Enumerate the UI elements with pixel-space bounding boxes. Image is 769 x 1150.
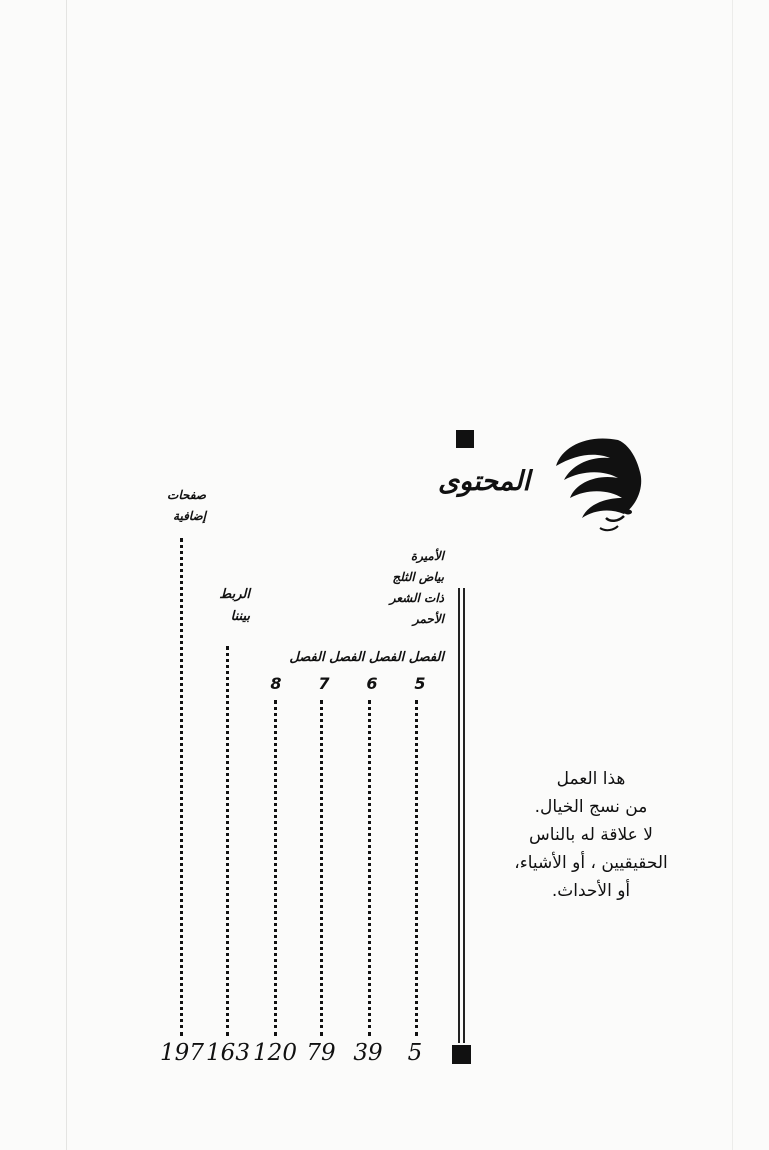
dotted-leader	[226, 646, 229, 1036]
first-story-line: ذات الشعر	[389, 591, 444, 605]
first-story-label	[350, 546, 444, 630]
hair-swirl-logo-icon	[548, 434, 648, 534]
link-label	[186, 584, 250, 628]
page-title: المحتوى	[438, 466, 530, 497]
chapter-number: 6	[366, 674, 378, 693]
first-story-line: بياض الثلج	[392, 570, 444, 584]
page-number: 79	[306, 1040, 336, 1066]
dotted-leader	[415, 700, 418, 1036]
chapter-number: 5	[414, 674, 426, 693]
disclaimer-line: من نسج الخيال.	[534, 797, 648, 817]
extra-pages-label	[136, 485, 206, 527]
disclaimer-line: هذا العمل	[556, 769, 626, 789]
first-story-line: الأميرة	[410, 549, 444, 563]
disclaimer-line: لا علاقة له بالناس	[529, 825, 653, 845]
page-number: 163	[206, 1040, 250, 1066]
link-label-line: بيننا	[230, 609, 250, 624]
page-number: 39	[353, 1040, 383, 1066]
dotted-leader	[368, 700, 371, 1036]
link-label-line: الربط	[219, 587, 250, 602]
disclaimer-text	[500, 765, 682, 905]
chapter-header: الفصل الفصل الفصل الفصل	[289, 650, 444, 665]
first-story-line: الأحمر	[412, 612, 444, 626]
chapter-number: 8	[270, 674, 282, 693]
dotted-leader	[320, 700, 323, 1036]
disclaimer-line: أو الأحداث.	[551, 881, 631, 901]
page-number: 197	[160, 1040, 204, 1066]
extra-pages-line: إضافية	[173, 509, 206, 523]
dotted-leader	[180, 538, 183, 1036]
extra-pages-line: صفحات	[167, 488, 206, 502]
chapter-number: 7	[318, 674, 330, 693]
timeline-rule	[463, 588, 465, 1043]
end-square-marker	[452, 1045, 471, 1064]
page-number: 5	[407, 1040, 423, 1066]
disclaimer-line: الحقيقيين ، أو الأشياء،	[514, 853, 668, 873]
timeline-rule	[458, 588, 460, 1043]
title-square-marker	[456, 430, 474, 448]
page-edge-right	[732, 0, 733, 1150]
page-number: 120	[253, 1040, 297, 1066]
page-edge-left	[66, 0, 67, 1150]
dotted-leader	[274, 700, 277, 1036]
